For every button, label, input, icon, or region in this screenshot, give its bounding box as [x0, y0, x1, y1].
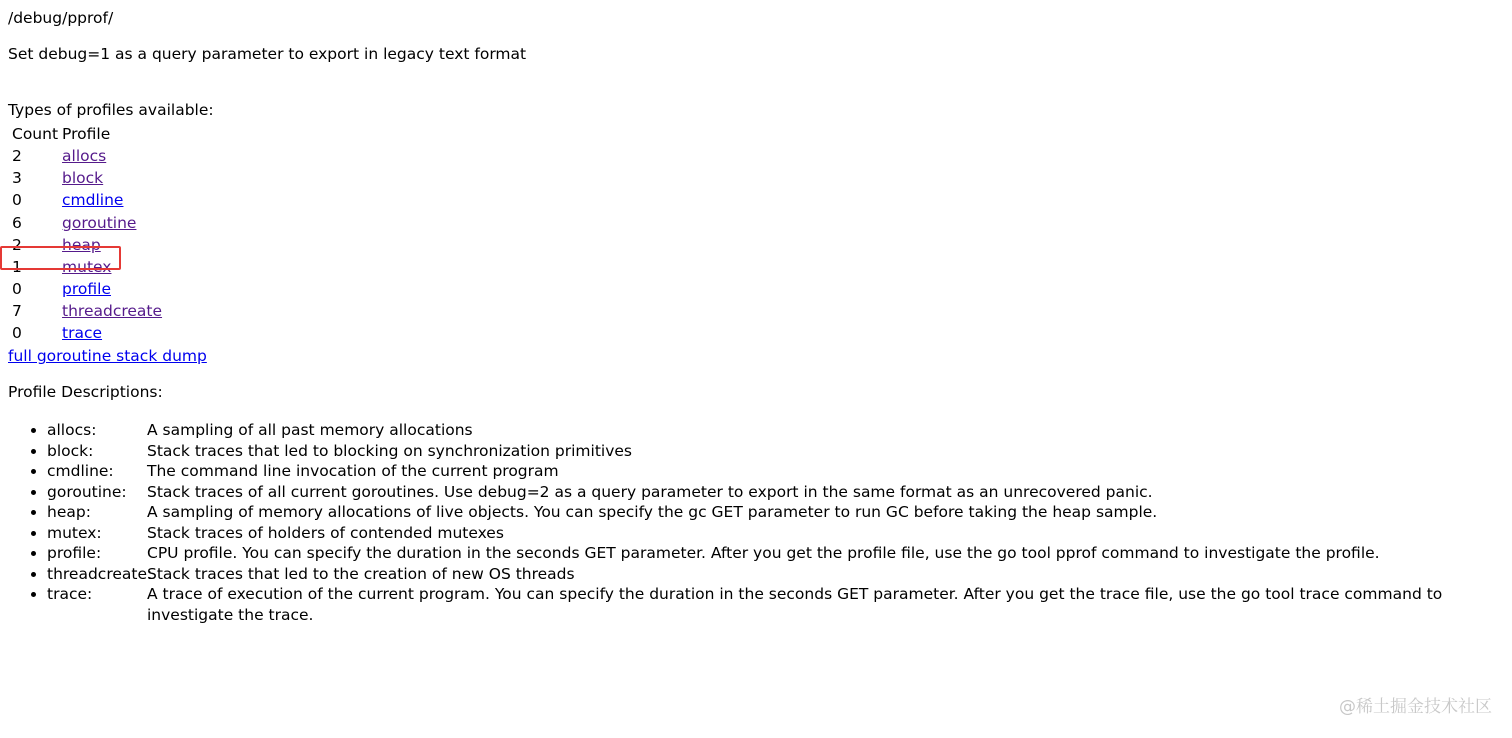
table-row	[11, 301, 163, 321]
table-header-row	[11, 124, 163, 144]
table-row	[11, 323, 163, 343]
profile-count: 6	[12, 213, 22, 232]
desc-name: • profile:	[47, 544, 102, 563]
desc-text: Stack traces that led to blocking on synchronization primitives	[147, 441, 633, 460]
table-row	[11, 190, 163, 210]
profile-count: 2	[12, 147, 22, 166]
table-row	[11, 168, 163, 188]
list-item	[47, 441, 1504, 462]
page	[8, 8, 1504, 625]
profile-header: Profile	[62, 125, 111, 143]
heap-row-highlight-box	[0, 246, 121, 270]
profile-count: 3	[12, 169, 22, 188]
desc-text: CPU profile. You can specify the duration in the seconds GET parameter. After you get the profile file, use the go tool pprof command to investigate the profile.	[147, 544, 1380, 563]
profile-link-heap[interactable]: heap	[62, 235, 101, 254]
desc-text: Stack traces of all current goroutines. Use debug=2 as a query parameter to export in the same format as an unrecovered panic.	[147, 482, 1153, 501]
profile-count: 2	[12, 235, 22, 254]
desc-text: Stack traces that led to the creation of new OS threads	[147, 564, 575, 583]
list-item	[47, 543, 1504, 564]
profile-link-allocs[interactable]: allocs	[62, 147, 107, 166]
watermark: @稀土掘金技术社区	[1339, 696, 1492, 717]
desc-text: A sampling of all past memory allocations	[147, 421, 473, 440]
descriptions-label: Profile Descriptions:	[8, 383, 163, 402]
desc-name: • cmdline:	[47, 462, 114, 481]
list-item	[47, 461, 1504, 482]
profile-link-block[interactable]: block	[62, 169, 104, 188]
profile-count: 0	[12, 279, 22, 298]
desc-name: • mutex:	[47, 523, 102, 542]
profile-count: 0	[12, 324, 22, 343]
table-row	[11, 146, 163, 166]
desc-text: A sampling of memory allocations of live objects. You can specify the gc GET parameter to run GC before taking the heap sample.	[147, 503, 1158, 522]
desc-text: A trace of execution of the current program. You can specify the duration in the seconds GET parameter. After you get the trace file, use the go tool trace command to investigate the trace.	[147, 585, 1443, 624]
intro-text: Set debug=1 as a query parameter to export in legacy text format	[8, 45, 527, 63]
desc-text: The command line invocation of the current program	[147, 462, 559, 481]
full-goroutine-dump-link[interactable]: full goroutine stack dump	[8, 347, 207, 366]
profile-descriptions-list	[8, 420, 1504, 625]
desc-name: • trace:	[47, 585, 93, 604]
types-label: Types of profiles available:	[8, 101, 214, 119]
list-item	[47, 523, 1504, 544]
count-header: Count	[12, 125, 59, 143]
desc-name: • heap:	[47, 503, 91, 522]
profile-link-cmdline[interactable]: cmdline	[62, 191, 124, 210]
profile-link-profile[interactable]: profile	[62, 279, 111, 298]
list-item	[47, 482, 1504, 503]
desc-name: • threadcreate:	[47, 564, 153, 583]
list-item	[47, 584, 1504, 625]
profile-link-trace[interactable]: trace	[62, 324, 103, 343]
table-row	[11, 279, 163, 299]
list-item	[47, 502, 1504, 523]
profile-count: 0	[12, 191, 22, 210]
table-row	[11, 213, 163, 233]
profile-count: 7	[12, 302, 22, 321]
desc-text: Stack traces of holders of contended mutexes	[147, 523, 504, 542]
list-item	[47, 564, 1504, 585]
list-item	[47, 420, 1504, 441]
desc-name: • goroutine:	[47, 482, 127, 501]
desc-name: • allocs:	[47, 421, 97, 440]
page-path: /debug/pprof/	[8, 9, 114, 27]
profile-link-threadcreate[interactable]: threadcreate	[62, 302, 163, 321]
profile-count: 1	[12, 257, 22, 276]
profiles-table	[9, 122, 165, 345]
desc-name: • block:	[47, 441, 94, 460]
profile-link-goroutine[interactable]: goroutine	[62, 213, 137, 232]
profile-link-mutex[interactable]: mutex	[62, 257, 112, 276]
